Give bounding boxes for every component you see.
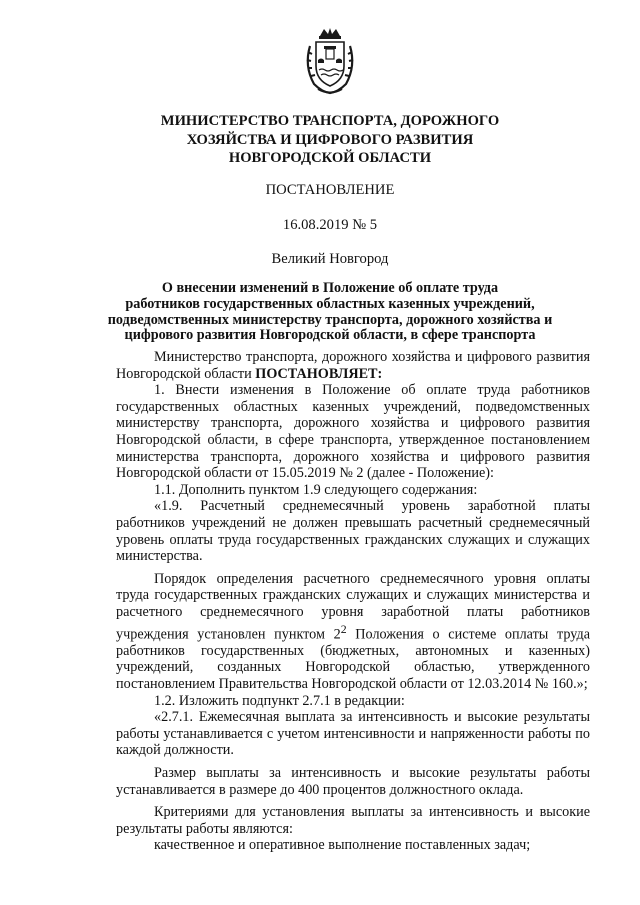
ministry-name xyxy=(80,112,580,168)
paragraph-item-1-2: 1.2. Изложить подпункт 2.7.1 в редакции: xyxy=(154,692,405,709)
paragraph-clause-1-9: «1.9. Расчетный среднемесячный уровень заработной платы работников учреждений не должен превышать расчетный среднемесячный уровень оплаты труда государственных гражданских служащих и служащих министерства. xyxy=(116,498,590,565)
paragraph-payment-size: Размер выплаты за интенсивность и высокие результаты работы устанавливается в размере до 400 процентов должностного оклада. xyxy=(116,764,590,798)
paragraph-preamble xyxy=(116,349,590,382)
document-title-line: работников государственных областных казенных учреждений, xyxy=(125,295,535,312)
paragraph-criterion-1: качественное и оперативное выполнение поставленных задач; xyxy=(154,837,531,854)
paragraph-item-1-1: 1.1. Дополнить пунктом 1.9 следующего содержания: xyxy=(154,481,478,498)
ministry-name-line: ХОЗЯЙСТВА И ЦИФРОВОГО РАЗВИТИЯ xyxy=(186,131,474,148)
coat-of-arms-graphic xyxy=(302,26,358,96)
paragraph-procedure xyxy=(116,571,590,693)
document-date-number: 16.08.2019 № 5 xyxy=(282,217,378,233)
document-title-line: цифрового развития Новгородской области, в сфере транспорта xyxy=(124,327,536,344)
paragraph-item-1: 1. Внести изменения в Положение об оплате труда работников государственных областных казенных учреждений, подведомственных министерству транспорта, дорожного хозяйства и цифрового развития Новгородской области, в сфере транспорта, утвержденное постановлением министерства транспорта, дорожного хозяйства и цифрового развития Новгородской области от 15.05.2019 № 2 (далее - Положение): xyxy=(116,382,590,482)
document-body xyxy=(116,349,590,854)
document-city: Великий Новгород xyxy=(271,251,389,267)
ministry-name-line: НОВГОРОДСКОЙ ОБЛАСТИ xyxy=(228,150,432,166)
document-title xyxy=(100,281,560,344)
procedure-text-start: Порядок определения расчетного среднемесячного уровня оплаты труда государственных гражданских служащих и служащих министерства и расчетного среднемесячного уровня заработной платы работников учреждения установлен пунктом 2 xyxy=(116,570,590,643)
paragraph-criteria: Критериями для установления выплаты за интенсивность и высокие результаты работы являются: xyxy=(116,804,590,837)
procedure-text-end: Положения о системе оплаты труда работников государственных (бюджетных, автономных и казенных) учреждений, созданных Новгородской областью, утвержденного постановлением Правительства Новгородской области от 12.03.2014 № 160.»; xyxy=(116,626,590,693)
preamble-text: Министерство транспорта, дорожного хозяйства и цифрового развития Новгородской области xyxy=(116,349,590,382)
coat-of-arms-icon xyxy=(302,26,358,96)
document-title-line: подведомственных министерству транспорта, дорожного хозяйства и xyxy=(107,311,553,328)
resolves-keyword: ПОСТАНОВЛЯЕТ: xyxy=(255,365,383,382)
ministry-name-line: МИНИСТЕРСТВО ТРАНСПОРТА, ДОРОЖНОГО xyxy=(160,113,500,129)
document-type: ПОСТАНОВЛЕНИЕ xyxy=(265,182,395,198)
paragraph-clause-2-7-1: «2.7.1. Ежемесячная выплата за интенсивность и высокие результаты работы устанавливается с учетом интенсивности и напряженности работы по каждой должности. xyxy=(116,709,590,759)
document-title-line: О внесении изменений в Положение об оплате труда xyxy=(161,280,499,296)
procedure-superscript: 2 xyxy=(340,621,347,636)
